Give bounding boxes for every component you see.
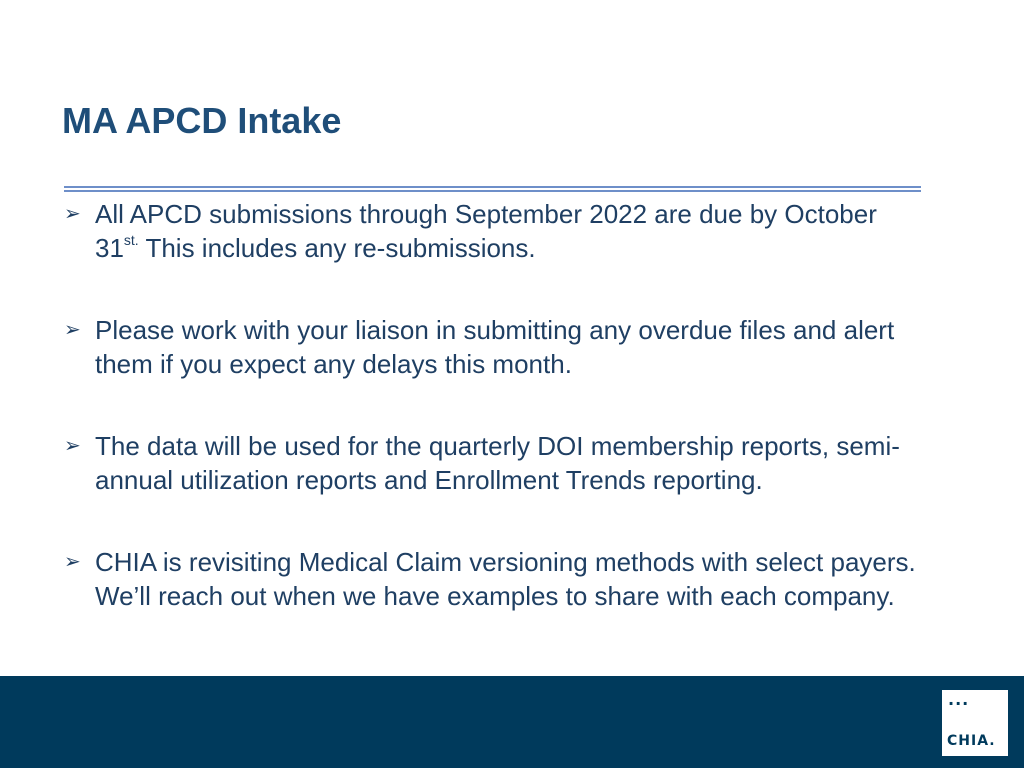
title-divider-top <box>64 186 921 188</box>
bullet-item <box>64 197 924 265</box>
bullet-text-continued: This includes any re-submissions. <box>138 233 536 263</box>
bullet-item <box>64 313 924 381</box>
bullet-item <box>64 545 924 613</box>
bullet-list <box>64 197 924 661</box>
logo-dots: ... <box>948 690 970 709</box>
bullet-text: CHIA is revisiting Medical Claim versioning methods with select payers. We’ll reach out when we have examples to share with each company. <box>95 547 916 611</box>
bullet-text: All APCD submissions through September 2022 are due by October 31 <box>95 199 877 263</box>
arrow-bullet-icon: ➢ <box>64 551 81 573</box>
arrow-bullet-icon: ➢ <box>64 319 81 341</box>
title-divider-bottom <box>64 190 921 192</box>
logo-text: CHIA. <box>947 733 996 749</box>
footer-bar <box>0 676 1024 768</box>
bullet-text: Please work with your liaison in submitting any overdue files and alert them if you expect any delays this month. <box>95 315 895 379</box>
arrow-bullet-icon: ➢ <box>64 435 81 457</box>
arrow-bullet-icon: ➢ <box>64 203 81 225</box>
bullet-text: The data will be used for the quarterly DOI membership reports, semi-annual utilization reports and Enrollment Trends reporting. <box>95 431 900 495</box>
slide-title: MA APCD Intake <box>62 100 342 141</box>
chia-logo <box>942 690 1008 756</box>
bullet-superscript: st. <box>123 232 139 248</box>
bullet-item <box>64 429 924 497</box>
